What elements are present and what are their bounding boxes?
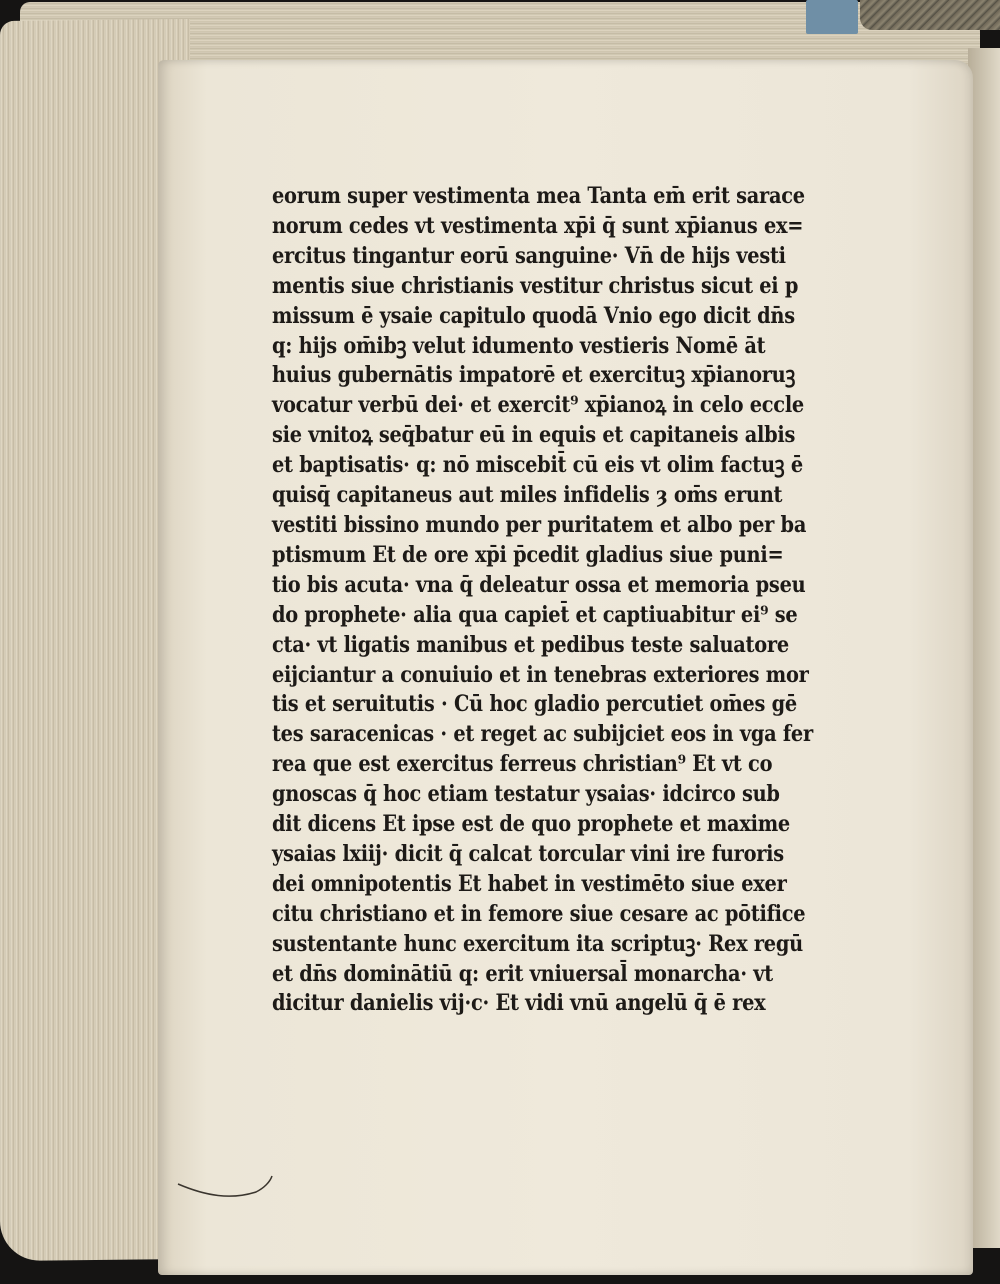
text-line: eorum super vestimenta mea Tanta em̄ erit sarace xyxy=(272,183,805,209)
text-line: vocatur verbū dei· et exercit⁹ xp̄ianoꝝ in celo eccle xyxy=(272,392,804,419)
text-line: tis et seruitutis · Cū hoc gladio percutiet om̄es gē xyxy=(272,691,797,718)
text-line: ptismum Et de ore xp̄i p̄cedit gladius siue puni= xyxy=(272,541,784,568)
text-line: norum cedes vt vestimenta xp̄i q̄ sunt xp̄ianus ex= xyxy=(272,212,804,239)
text-line: citu christiano et in femore siue cesare ac pōtifice xyxy=(272,900,806,927)
text-line: huius gubernātis impatorē et exercituꝫ xp̄ianoruꝫ xyxy=(272,362,796,389)
text-line: do prophete· alia qua capiet̄ et captiuabitur ei⁹ se xyxy=(272,601,798,628)
text-block xyxy=(272,182,872,1019)
text-line: tio bis acuta· vna q̄ deleatur ossa et memoria pseu xyxy=(272,571,806,598)
text-line: tes saracenicas · et reget ac subijciet eos in vga fer xyxy=(272,721,813,748)
bookmark-ribbon xyxy=(806,0,858,34)
text-line: quisq̄ capitaneus aut miles infidelis ȝ om̄s erunt xyxy=(272,482,783,509)
text-line: eijciantur a conuiuio et in tenebras exteriores mor xyxy=(272,661,809,688)
text-line: q: hijs om̄ibꝫ velut idumento vestieris Nomē āt xyxy=(272,332,766,359)
text-line: dei omnipotentis Et habet in vestimēto siue exer xyxy=(272,870,787,897)
text-line: rea que est exercitus ferreus christian⁹ Et vt co xyxy=(272,751,773,778)
headband xyxy=(860,0,1000,30)
text-line: et baptisatis· q: nō miscebit̄ cū eis vt olim factuꝫ ē xyxy=(272,452,803,479)
text-line: ercitus tingantur eorū sanguine· Vn̄ de hijs vesti xyxy=(272,242,786,269)
text-line: dicitur danielis vij·c· Et vidi vnū angelū q̄ ē rex xyxy=(272,990,766,1017)
text-line: ysaias lxiij· dicit q̄ calcat torcular vini ire furoris xyxy=(272,840,784,867)
text-line: gnoscas q̄ hoc etiam testatur ysaias· idcirco sub xyxy=(272,781,780,808)
text-line: dit dicens Et ipse est de quo prophete et maxime xyxy=(272,811,790,838)
text-line: missum ē ysaie capitulo quodā Vnio ego dicit dn̄s xyxy=(272,302,795,329)
text-line: et dn̄s dominātiū q: erit vniuersal̄ monarcha· vt xyxy=(272,960,773,987)
text-line: sie vnitoꝝ seq̄batur eū in equis et capitaneis albis xyxy=(272,422,796,449)
pen-stroke-mark xyxy=(176,1170,276,1210)
text-line: vestiti bissino mundo per puritatem et albo per ba xyxy=(272,511,807,538)
text-line: mentis siue christianis vestitur christus sicut ei p xyxy=(272,272,799,299)
text-line: cta· vt ligatis manibus et pedibus teste saluatore xyxy=(272,631,789,658)
text-line: sustentante hunc exercitum ita scriptuꝫ· Rex regū xyxy=(272,930,803,957)
